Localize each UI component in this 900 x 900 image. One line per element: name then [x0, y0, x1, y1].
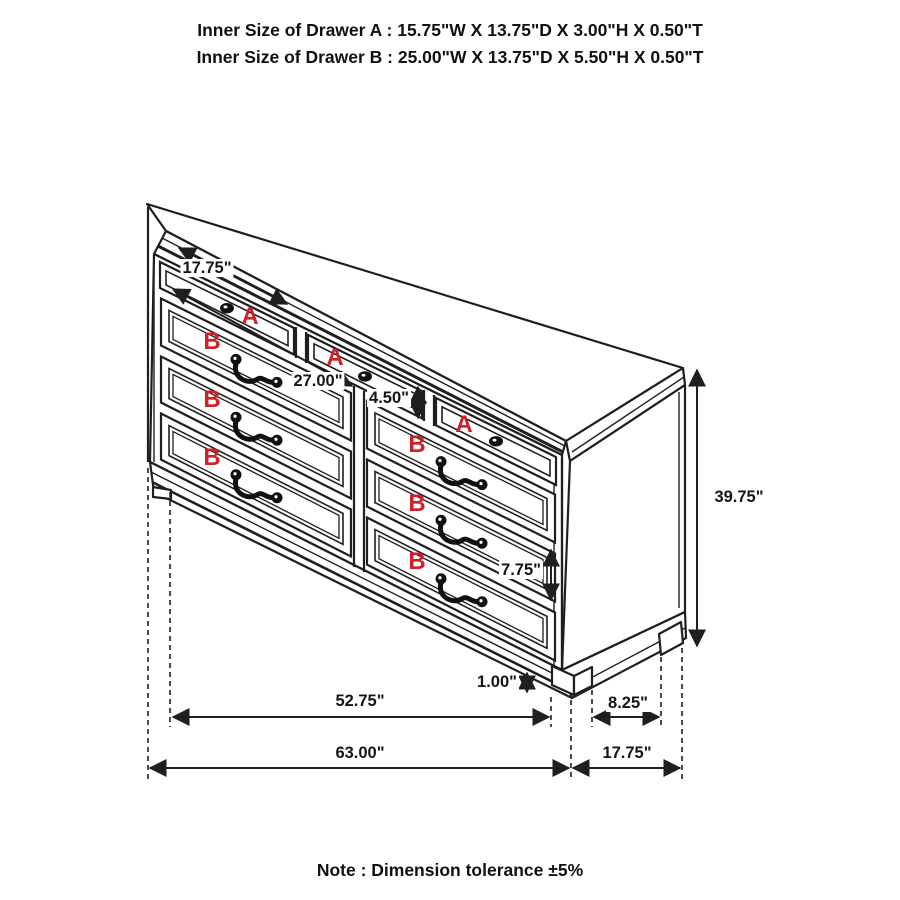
dim-leg-height-label: 1.00"	[477, 673, 517, 691]
dim-drawer-b-height-label: 7.75"	[501, 561, 541, 579]
front-left-leg	[153, 487, 171, 499]
dim-overall-height-label: 39.75"	[714, 488, 764, 506]
tolerance-note: Note : Dimension tolerance ±5%	[316, 860, 584, 880]
knob-icon	[489, 436, 503, 446]
label-drawer-b-right-3: B	[408, 548, 426, 575]
label-drawer-b-left-2: B	[203, 386, 221, 413]
dim-front-leg-span-label: 52.75"	[335, 692, 385, 710]
knob-icon	[220, 303, 234, 313]
title-line-drawer-b: Inner Size of Drawer B : 25.00"W X 13.75"D X 5.50"H X 0.50"T	[196, 47, 704, 67]
label-drawer-a-1: A	[241, 303, 259, 330]
dim-side-leg-span-label: 8.25"	[608, 694, 648, 712]
label-drawer-a-3: A	[455, 411, 473, 438]
title-line-drawer-a: Inner Size of Drawer A : 15.75"W X 13.75"D X 3.00"H X 0.50"T	[197, 20, 703, 40]
label-drawer-b-right-1: B	[408, 431, 426, 458]
label-drawer-b-left-1: B	[203, 328, 221, 355]
dim-overall-width-label: 63.00"	[335, 744, 385, 762]
dim-drawer-a-height-label: 4.50"	[369, 389, 409, 407]
knob-icon	[358, 371, 372, 381]
label-drawer-b-left-3: B	[203, 444, 221, 471]
dim-overall-depth-label: 17.75"	[602, 744, 652, 762]
label-drawer-b-right-2: B	[408, 490, 426, 517]
label-drawer-a-2: A	[326, 344, 344, 371]
dim-top-depth-label: 17.75"	[182, 259, 232, 277]
dim-left-section-label: 27.00"	[293, 372, 343, 390]
